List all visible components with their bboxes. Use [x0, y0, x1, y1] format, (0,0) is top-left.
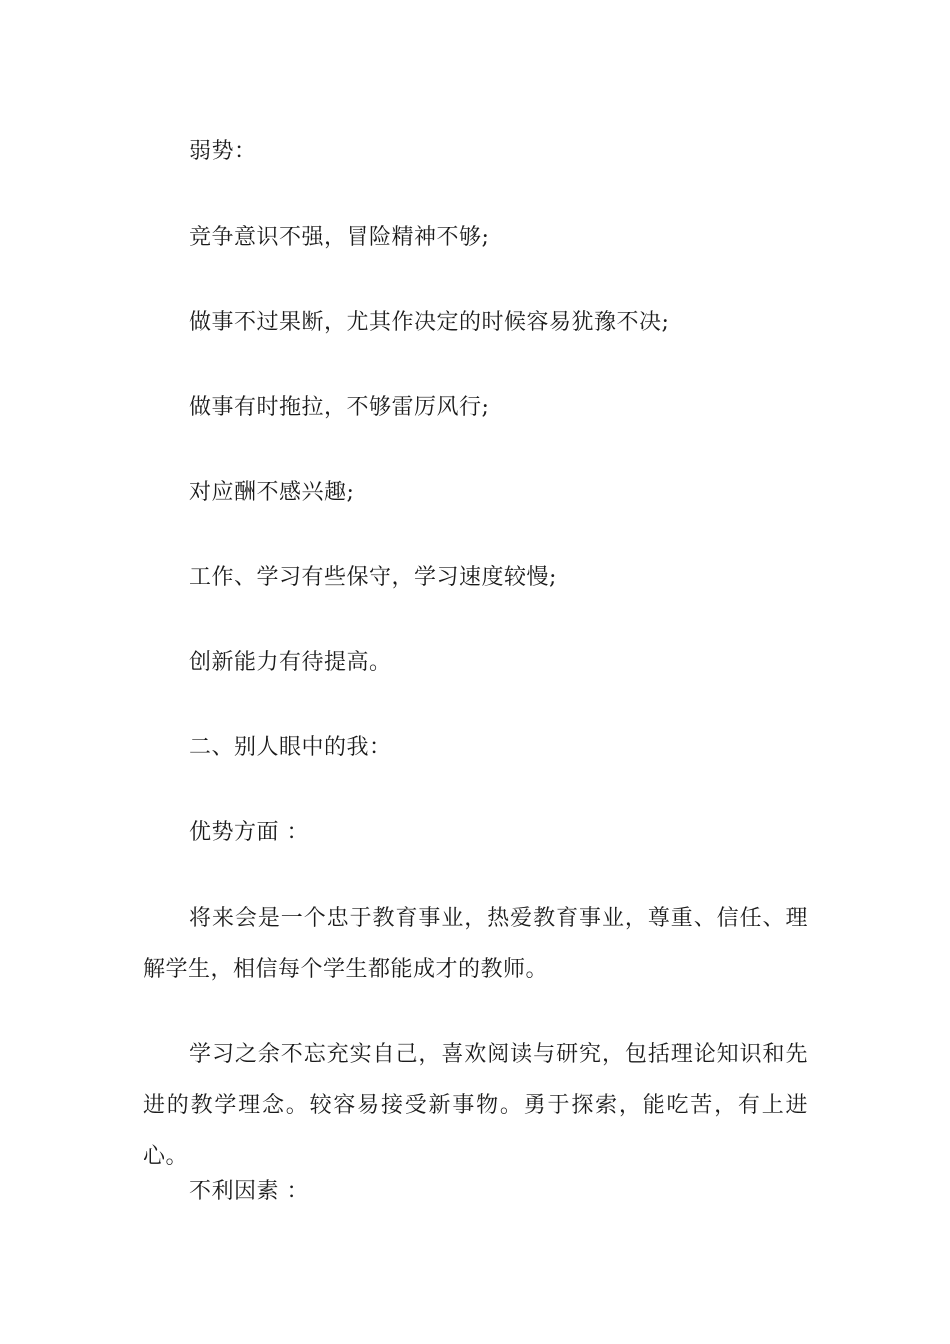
- section-heading-others-view: 二、别人眼中的我：: [189, 735, 392, 760]
- paragraph-strengths-heading: 优势方面 ：: [189, 820, 309, 845]
- paragraph-strengths-teacher: 将来会是一个忠于教育事业，热爱教育事业，尊重、信任、理解学生，相信每个学生都能成才的教师。: [143, 906, 808, 982]
- paragraph-weakness-socializing: 对应酬不感兴趣;: [189, 480, 355, 505]
- paragraph-weakness-indecisive: 做事不过果断，尤其作决定的时候容易犹豫不决;: [189, 310, 670, 335]
- paragraph-strengths-learning: 学习之余不忘充实自己，喜欢阅读与研究，包括理论知识和先进的教学理念。较容易接受新事物。勇于探索，能吃苦，有上进心。: [143, 1042, 808, 1169]
- paragraph-weakness-conservative: 工作、学习有些保守，学习速度较慢;: [189, 565, 557, 590]
- paragraph-weakness-heading: 弱势：: [189, 139, 257, 164]
- paragraph-unfavorable-heading: 不利因素 ：: [189, 1179, 309, 1204]
- paragraph-weakness-procrastination: 做事有时拖拉，不够雷厉风行;: [189, 395, 490, 420]
- paragraph-weakness-competition: 竞争意识不强，冒险精神不够;: [189, 225, 490, 250]
- paragraph-weakness-innovation: 创新能力有待提高。: [189, 650, 392, 675]
